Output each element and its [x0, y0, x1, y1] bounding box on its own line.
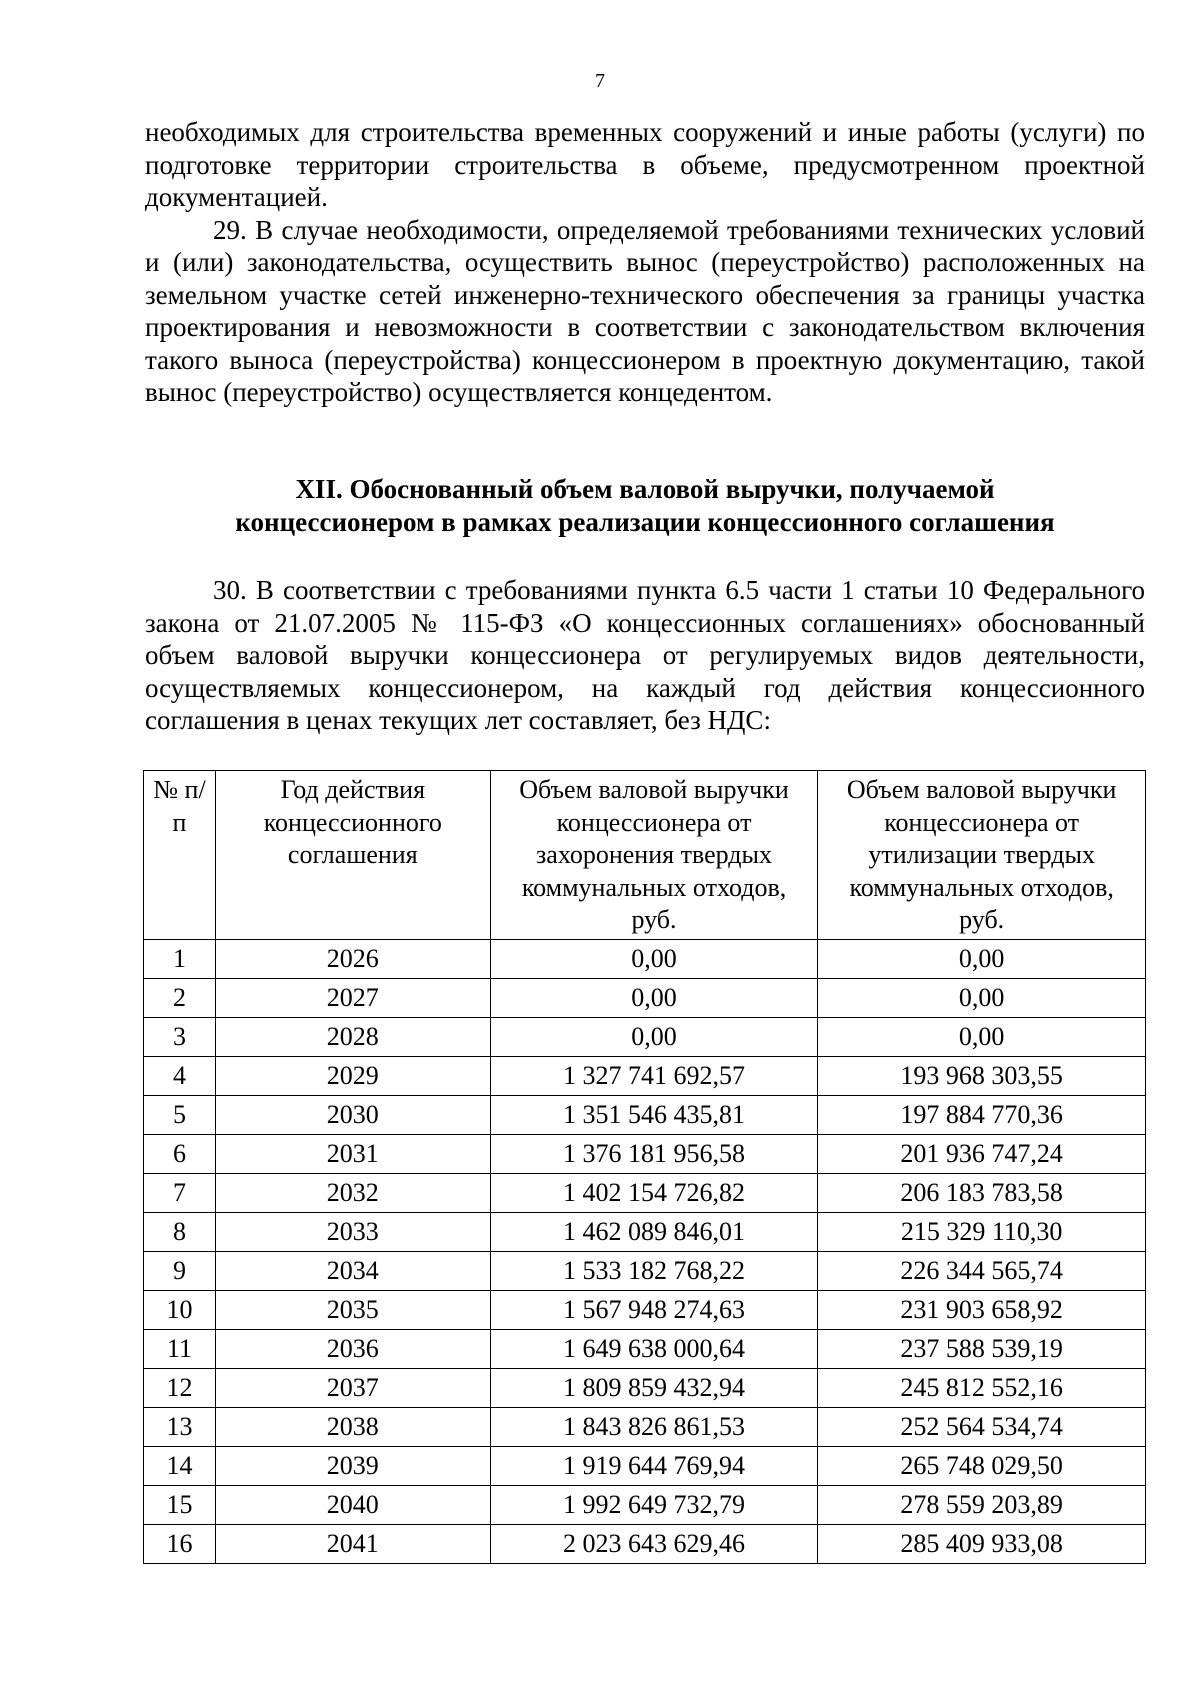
- cell-burial-revenue: 1 327 741 692,57: [490, 1056, 818, 1095]
- section-text: [145, 574, 1145, 737]
- table-row: [144, 1446, 1146, 1485]
- cell-number: 3: [144, 1017, 216, 1056]
- cell-utilization-revenue: 215 329 110,30: [818, 1212, 1146, 1251]
- paragraph-item-29: 29. В случае необходимости, определяемой требованиями технических условий и (или) законодательства, осуществить вынос (переустройство) расположенных на земельном участке сетей инженерно-технического обеспечения за границы участка проектирования и невозможности в соответствии с законодательством включения такого выноса (переустройства) концессионером в проектную документацию, такой вынос (переустройство) осуществляется концедентом.: [145, 214, 1145, 407]
- cell-burial-revenue: 0,00: [490, 1017, 818, 1056]
- cell-number: 7: [144, 1173, 216, 1212]
- cell-number: 4: [144, 1056, 216, 1095]
- header-burial-revenue: Объем валовой выручки концессионера от захоронения твердых коммунальных отходов, руб.: [490, 771, 818, 940]
- cell-year: 2040: [215, 1485, 490, 1524]
- cell-number: 8: [144, 1212, 216, 1251]
- cell-utilization-revenue: 285 409 933,08: [818, 1524, 1146, 1563]
- table-row: [144, 1017, 1146, 1056]
- cell-burial-revenue: 1 992 649 732,79: [490, 1485, 818, 1524]
- cell-burial-revenue: 1 462 089 846,01: [490, 1212, 818, 1251]
- cell-utilization-revenue: 201 936 747,24: [818, 1134, 1146, 1173]
- table-header-row: [144, 771, 1146, 940]
- cell-utilization-revenue: 0,00: [818, 978, 1146, 1017]
- cell-year: 2033: [215, 1212, 490, 1251]
- cell-year: 2030: [215, 1095, 490, 1134]
- table-row: [144, 1134, 1146, 1173]
- paragraph-continuation: необходимых для строительства временных сооружений и иные работы (услуги) по подготовке территории строительства в объеме, предусмотренном проектной документацией.: [145, 117, 1145, 212]
- table-row: [144, 1407, 1146, 1446]
- section-heading: [145, 473, 1145, 539]
- section-heading-line-2: концессионером в рамках реализации концессионного соглашения: [235, 507, 1055, 537]
- cell-utilization-revenue: 197 884 770,36: [818, 1095, 1146, 1134]
- table-row: [144, 1524, 1146, 1563]
- cell-year: 2037: [215, 1368, 490, 1407]
- cell-burial-revenue: 1 919 644 769,94: [490, 1446, 818, 1485]
- cell-year: 2031: [215, 1134, 490, 1173]
- cell-utilization-revenue: 265 748 029,50: [818, 1446, 1146, 1485]
- table-row: [144, 1290, 1146, 1329]
- cell-burial-revenue: 0,00: [490, 978, 818, 1017]
- cell-year: 2036: [215, 1329, 490, 1368]
- cell-number: 5: [144, 1095, 216, 1134]
- cell-utilization-revenue: 278 559 203,89: [818, 1485, 1146, 1524]
- table-row: [144, 978, 1146, 1017]
- cell-number: 1: [144, 939, 216, 978]
- cell-burial-revenue: 1 843 826 861,53: [490, 1407, 818, 1446]
- cell-burial-revenue: 1 809 859 432,94: [490, 1368, 818, 1407]
- cell-year: 2027: [215, 978, 490, 1017]
- cell-number: 10: [144, 1290, 216, 1329]
- cell-year: 2041: [215, 1524, 490, 1563]
- cell-number: 15: [144, 1485, 216, 1524]
- cell-year: 2035: [215, 1290, 490, 1329]
- intro-text: [145, 116, 1145, 409]
- cell-burial-revenue: 1 376 181 956,58: [490, 1134, 818, 1173]
- header-number: № п/п: [144, 771, 216, 940]
- cell-year: 2026: [215, 939, 490, 978]
- cell-year: 2028: [215, 1017, 490, 1056]
- cell-number: 11: [144, 1329, 216, 1368]
- page-number: 7: [595, 70, 605, 92]
- table-row: [144, 1056, 1146, 1095]
- cell-utilization-revenue: 193 968 303,55: [818, 1056, 1146, 1095]
- table-row: [144, 1368, 1146, 1407]
- cell-number: 14: [144, 1446, 216, 1485]
- section-heading-line-1: XII. Обоснованный объем валовой выручки, получаемой: [295, 474, 995, 504]
- table-row: [144, 1173, 1146, 1212]
- cell-year: 2032: [215, 1173, 490, 1212]
- table-row: [144, 1251, 1146, 1290]
- cell-utilization-revenue: 0,00: [818, 1017, 1146, 1056]
- header-utilization-revenue: Объем валовой выручки концессионера от утилизации твердых коммунальных отходов, руб.: [818, 771, 1146, 940]
- cell-number: 9: [144, 1251, 216, 1290]
- cell-burial-revenue: 1 351 546 435,81: [490, 1095, 818, 1134]
- cell-number: 13: [144, 1407, 216, 1446]
- table-row: [144, 1485, 1146, 1524]
- cell-number: 6: [144, 1134, 216, 1173]
- cell-utilization-revenue: 252 564 534,74: [818, 1407, 1146, 1446]
- cell-burial-revenue: 1 649 638 000,64: [490, 1329, 818, 1368]
- table-body: [144, 939, 1146, 1563]
- cell-utilization-revenue: 206 183 783,58: [818, 1173, 1146, 1212]
- cell-utilization-revenue: 237 588 539,19: [818, 1329, 1146, 1368]
- cell-burial-revenue: 1 567 948 274,63: [490, 1290, 818, 1329]
- cell-utilization-revenue: 0,00: [818, 939, 1146, 978]
- table-row: [144, 1329, 1146, 1368]
- cell-burial-revenue: 1 402 154 726,82: [490, 1173, 818, 1212]
- cell-number: 16: [144, 1524, 216, 1563]
- cell-number: 12: [144, 1368, 216, 1407]
- cell-utilization-revenue: 245 812 552,16: [818, 1368, 1146, 1407]
- cell-utilization-revenue: 231 903 658,92: [818, 1290, 1146, 1329]
- cell-year: 2038: [215, 1407, 490, 1446]
- revenue-table: [143, 770, 1146, 1564]
- cell-year: 2029: [215, 1056, 490, 1095]
- cell-number: 2: [144, 978, 216, 1017]
- cell-year: 2034: [215, 1251, 490, 1290]
- table-row: [144, 1212, 1146, 1251]
- header-year: Год действия концессионного соглашения: [215, 771, 490, 940]
- cell-burial-revenue: 2 023 643 629,46: [490, 1524, 818, 1563]
- cell-utilization-revenue: 226 344 565,74: [818, 1251, 1146, 1290]
- table-row: [144, 1095, 1146, 1134]
- cell-burial-revenue: 1 533 182 768,22: [490, 1251, 818, 1290]
- table-row: [144, 939, 1146, 978]
- paragraph-item-30: 30. В соответствии с требованиями пункта 6.5 части 1 статьи 10 Федерального закона от 21.07.2005 № 115-ФЗ «О концессионных соглашениях» обоснованный объем валовой выручки концессионера от регулируемых видов деятельности, осуществляемых концессионером, на каждый год действия концессионного соглашения в ценах текущих лет составляет, без НДС:: [145, 575, 1145, 735]
- cell-year: 2039: [215, 1446, 490, 1485]
- cell-burial-revenue: 0,00: [490, 939, 818, 978]
